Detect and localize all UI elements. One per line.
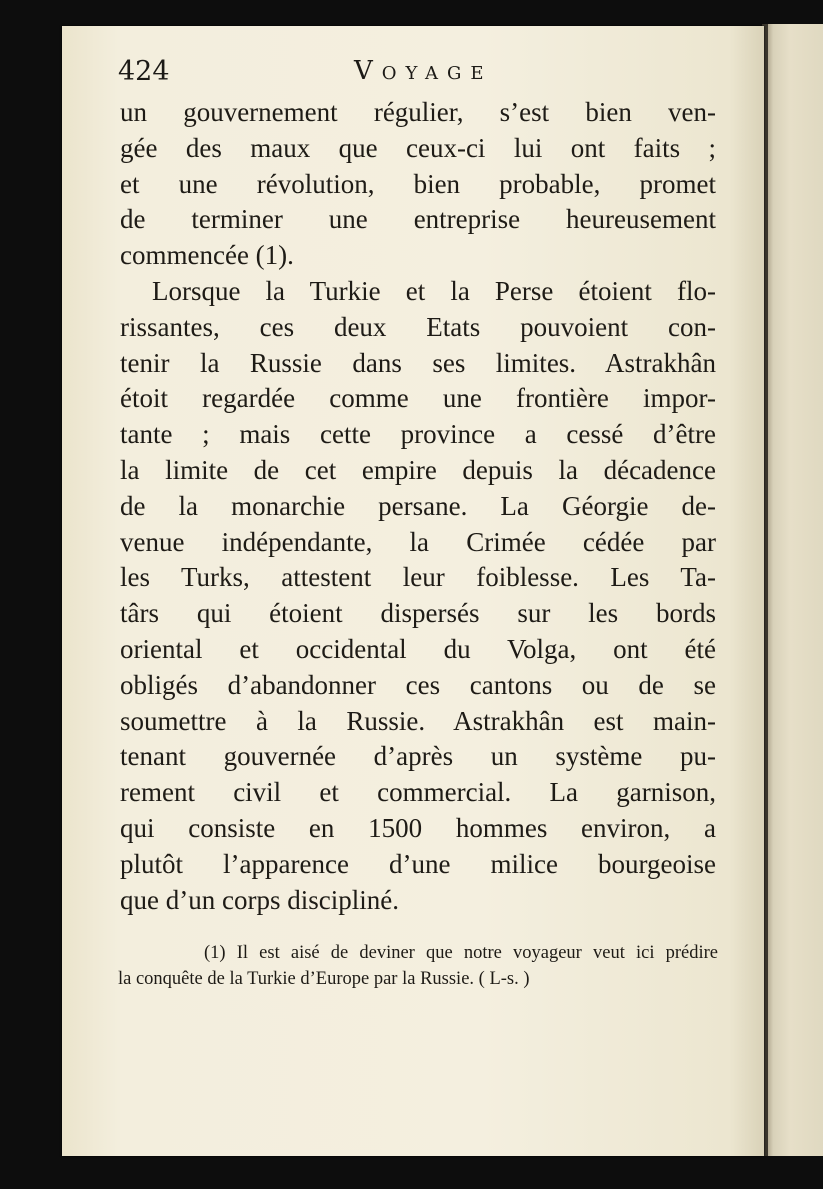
text-line: soumettre à la Russie. Astrakhân est main- (120, 705, 716, 736)
text-line: gée des maux que ceux-ci lui ont faits ; (120, 132, 716, 163)
text-line: Lorsque la Turkie et la Perse étoient flo- (152, 275, 716, 306)
text-line: que d’un corps discipliné. (120, 884, 399, 915)
footnote-line: la conquête de la Turkie d’Europe par la Russie. ( L-s. ) (118, 969, 530, 989)
footnote-line: (1) Il est aisé de deviner que notre voyageur veut ici prédire (204, 943, 718, 963)
text-line: tenir la Russie dans ses limites. Astrakhân (120, 347, 716, 378)
text-line: plutôt l’apparence d’une milice bourgeoise (120, 848, 716, 879)
text-line: la limite de cet empire depuis la décadence (120, 454, 716, 485)
page-header (118, 56, 638, 92)
body-text (120, 95, 716, 918)
page-number: 424 (118, 56, 170, 87)
adjacent-page-edge (766, 24, 823, 1156)
text-line: de la monarchie persane. La Géorgie de- (120, 490, 716, 521)
text-line: târs qui étoient dispersés sur les bords (120, 598, 716, 629)
text-line: rement civil et commercial. La garnison, (120, 777, 716, 808)
text-line: étoit regardée comme une frontière impor- (120, 383, 716, 414)
text-line: oriental et occidental du Volga, ont été (120, 633, 716, 664)
text-line: rissantes, ces deux Etats pouvoient con- (120, 311, 716, 342)
footnote (118, 940, 718, 992)
text-line: de terminer une entreprise heureusement (120, 204, 716, 235)
text-line: tenant gouvernée d’après un système pu- (120, 741, 716, 772)
running-title: Voyage (354, 56, 493, 86)
text-line: un gouvernement régulier, s’est bien ven- (120, 97, 716, 127)
text-line: venue indépendante, la Crimée cédée par (120, 526, 716, 557)
text-line: obligés d’abandonner ces cantons ou de se (120, 669, 716, 700)
text-line: et une révolution, bien probable, promet (120, 168, 716, 199)
text-line: qui consiste en 1500 hommes environ, a (120, 812, 716, 843)
text-line: commencée (1). (120, 240, 294, 271)
text-line: les Turks, attestent leur foiblesse. Les Ta- (120, 562, 716, 593)
text-line: tante ; mais cette province a cessé d’être (120, 419, 716, 450)
